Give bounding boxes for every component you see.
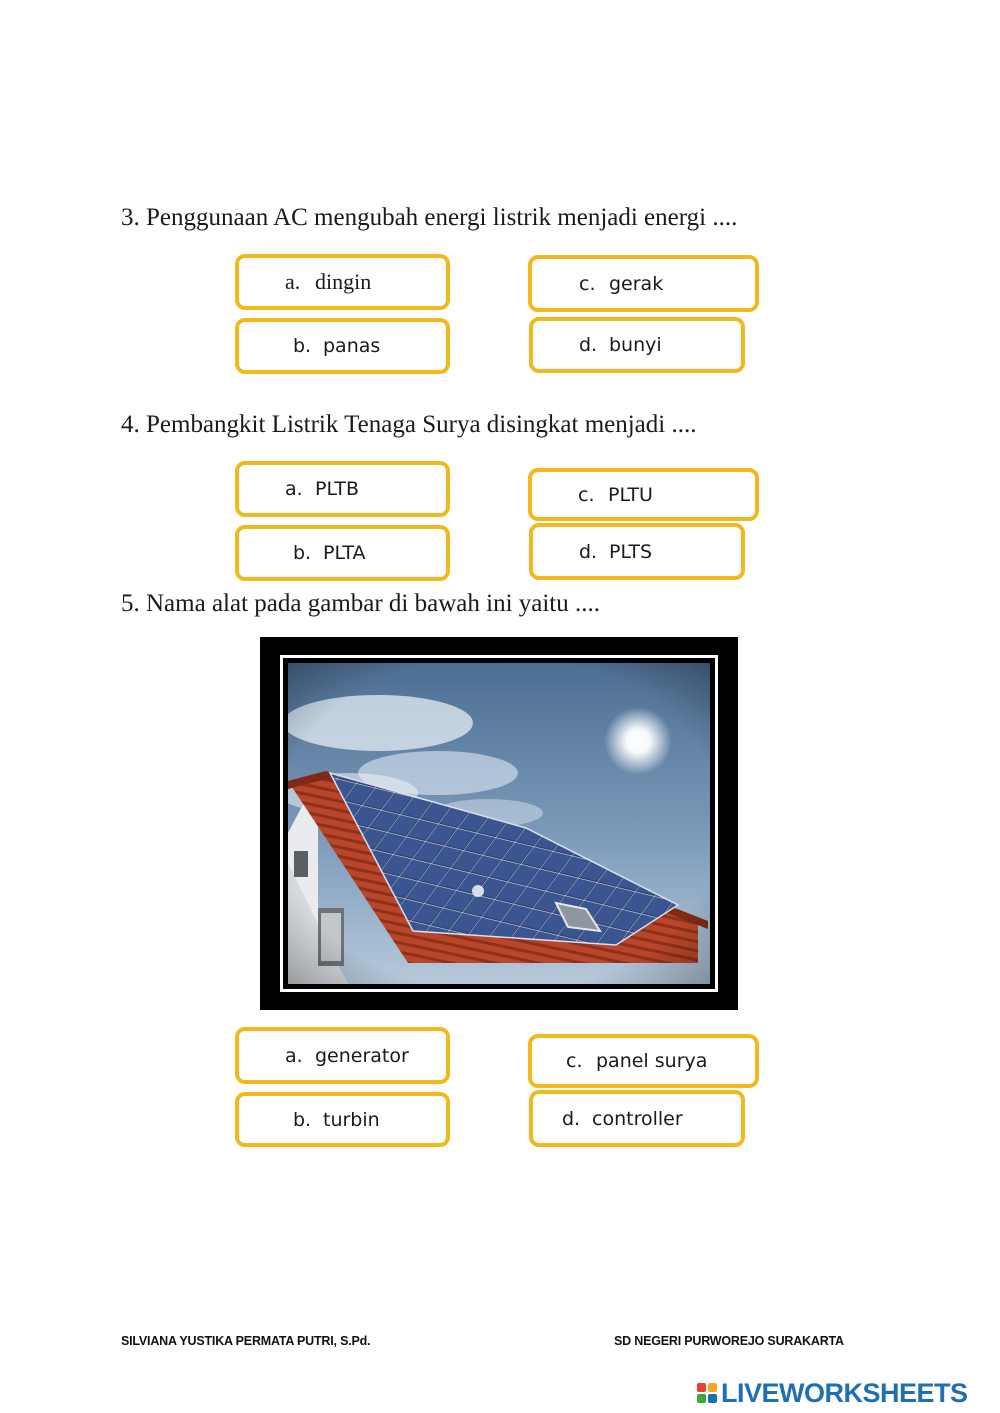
q4-option-b[interactable] [235, 525, 450, 581]
question-4-text: 4. Pembangkit Listrik Tenaga Surya disingkat menjadi .... [121, 411, 697, 438]
solar-panel-photo-frame [260, 637, 738, 1010]
option-label: PLTS [609, 540, 653, 563]
question-3-text: 3. Penggunaan AC mengubah energi listrik menjadi energi .... [121, 204, 738, 231]
option-label: bunyi [609, 334, 662, 356]
question-5-text: 5. Nama alat pada gambar di bawah ini yaitu .... [121, 590, 601, 617]
liveworksheets-logo[interactable] [697, 1377, 968, 1409]
q5-option-c[interactable] [528, 1034, 759, 1088]
option-letter: d. [562, 1107, 581, 1130]
footer-author: SILVIANA YUSTIKA PERMATA PUTRI, S.Pd. [121, 1334, 371, 1348]
q3-option-b[interactable] [235, 318, 450, 374]
option-label: PLTA [323, 542, 366, 564]
option-letter: b. [293, 1108, 312, 1131]
option-label: controller [592, 1107, 683, 1130]
q4-option-d[interactable] [529, 523, 745, 580]
q4-option-a[interactable] [235, 461, 450, 517]
footer-school: SD NEGERI PURWOREJO SURAKARTA [614, 1334, 844, 1348]
q5-option-b[interactable] [235, 1092, 450, 1147]
q3-option-c[interactable] [528, 255, 759, 312]
q5-option-d[interactable] [529, 1090, 745, 1147]
option-letter: d. [579, 334, 598, 356]
option-letter: c. [579, 272, 596, 295]
option-label: PLTB [315, 478, 360, 500]
option-letter: d. [579, 540, 598, 563]
option-label: dingin [315, 269, 372, 294]
q3-option-d[interactable] [529, 317, 745, 373]
option-label: gerak [609, 272, 664, 295]
solar-panel-house-photo-icon [288, 663, 710, 984]
q5-option-a[interactable] [235, 1027, 450, 1084]
option-label: panel surya [596, 1050, 708, 1072]
liveworksheets-logo-icon [697, 1383, 717, 1403]
option-label: panas [323, 335, 381, 357]
q3-option-a[interactable] [235, 254, 450, 310]
option-letter: c. [566, 1050, 583, 1072]
logo-text: LIVEWORKSHEETS [721, 1377, 968, 1408]
q4-option-c[interactable] [528, 468, 759, 521]
option-letter: c. [578, 483, 595, 506]
option-letter: b. [293, 542, 312, 564]
option-letter: a. [285, 1044, 303, 1067]
option-letter: a. [285, 269, 301, 294]
option-label: turbin [323, 1108, 380, 1131]
option-label: generator [315, 1044, 409, 1067]
option-letter: a. [285, 478, 303, 500]
option-label: PLTU [608, 483, 653, 506]
option-letter: b. [293, 335, 312, 357]
